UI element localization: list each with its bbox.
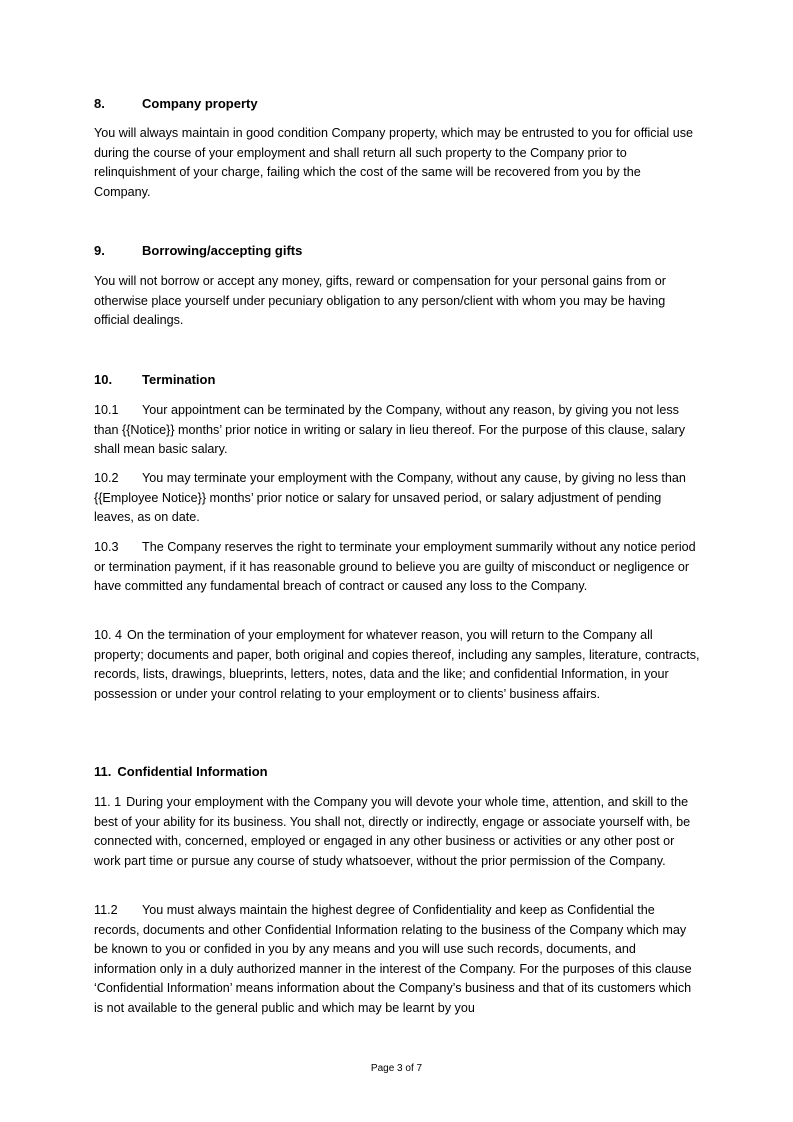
section-10-title: Termination [142,372,216,387]
clause-11-1 [94,793,700,871]
clause-10-4 [94,626,700,704]
clause-text: You must always maintain the highest degree of Confidentiality and keep as Confidential the records, documents and other Confidential Information relating to the business of the Company which may be known to you or confided in you by any means and you will use such records, documents, and information only in a duly authorized manner in the interest of the Company. For the purposes of this clause ‘Confidential Information’ means information about the Company’s business and that of its customers which is not available to the general public and which may be learnt by you [94,903,692,1015]
section-11-title: Confidential Information [117,764,268,779]
clause-number: 10.1 [94,403,119,417]
clause-11-2 [94,901,700,1018]
section-9-title: Borrowing/accepting gifts [142,243,303,258]
section-8-text: You will always maintain in good condition Company property, which may be entrusted to you for official use during the course of your employment and shall return all such property to the Company prior to relinquishment of your charge, failing which the cost of the same will be recovered from you by the Company. [94,126,693,199]
clause-text: On the termination of your employment for whatever reason, you will return to the Company all property; documents and paper, both original and copies thereof, including any samples, literature, contracts, records, lists, drawings, blueprints, letters, notes, data and the like; and confidential Information, in your possession or under your control relating to your employment or to clients’ business affairs. [94,628,700,701]
section-9-heading [94,243,302,258]
section-11-heading [94,764,268,779]
clause-number: 10. 4 [94,628,123,642]
clause-text: The Company reserves the right to terminate your employment summarily without any notice period or termination payment, if it has reasonable ground to believe you are guilty of misconduct or negligence or have committed any fundamental breach of contract or caused any loss to the Company. [94,540,696,593]
section-8-heading [94,96,258,111]
clause-text: Your appointment can be terminated by the Company, without any reason, by giving you not less than {{Notice}} months’ prior notice in writing or salary in lieu thereof. For the purpose of this clause, salary shall mean basic salary. [94,403,686,456]
section-10-number: 10. [94,372,113,387]
section-8-number: 8. [94,96,105,111]
clause-10-1 [94,401,700,460]
clause-number: 10.3 [94,540,119,554]
clause-number: 10.2 [94,471,119,485]
clause-10-3 [94,538,700,597]
clause-text: During your employment with the Company you will devote your whole time, attention, and skill to the best of your ability for its business. You shall not, directly or indirectly, engage or associate yourself with, be connected with, concerned, employed or engaged in any other business or activities or any other post or work part time or pursue any course of study whatsoever, without the prior permission of the Company. [94,795,691,868]
section-10-heading [94,372,215,387]
clause-10-2 [94,469,700,528]
section-9-text: You will not borrow or accept any money, gifts, reward or compensation for your personal gains from or otherwise place yourself under pecuniary obligation to any person/client with whom you may be having official dealings. [94,274,666,327]
clause-text: You may terminate your employment with the Company, without any cause, by giving no less than {{Employee Notice}} months’ prior notice or salary for unsaved period, or salary adjustment of pending leaves, as on date. [94,471,686,524]
page-number-footer: Page 3 of 7 [370,1063,423,1074]
section-9-number: 9. [94,243,105,258]
clause-number: 11. 1 [94,795,122,809]
section-11-number: 11. [94,764,112,779]
section-8-title: Company property [142,96,258,111]
clause-number: 11.2 [94,903,118,917]
